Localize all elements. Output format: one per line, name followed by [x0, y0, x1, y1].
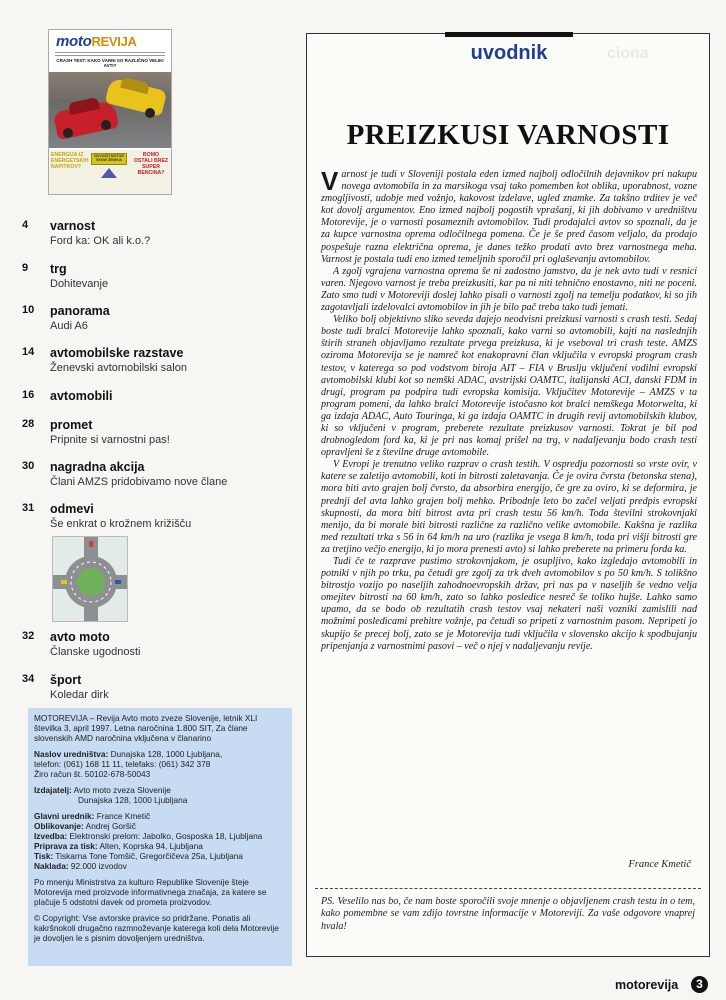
paragraph: Tudi če te razprave pustimo strokovnjakom, je osupljivo, kako izgledajo avtomobili in potniki v njih po trku, pa četudi gre zgolj za trk dveh avtomobilov s po 50 km/h. S tolikšno bitrostjo vozijo po naseljih zahodnoevropskih držav, pri nas pa v naseljih še vedno velja omejitev bitrosti na 60 km/h, zato so lahko posledice nesreč še toliko hujše. Lahko samo upamo, da se bodo ob rezultatih crash testov vsaj nekateri naši vozniki zamislili nad možnimi posledicami prehitre vožnje, pa četudi so pripeti z varnostnim pasom. Nepripeti jo skupijo še precej bolj, zato se je Motorevija tudi vključila v slovensko akcijo k spodbujanju pripenjanja z varnostnimi pasovi – več o njej v nadaljevanju revije. — [321, 556, 697, 652]
toc-subtitle: Članske ugodnosti — [50, 646, 141, 658]
imprint-design-label: Oblikovanje: — [34, 821, 84, 831]
imprint-address: Dunajska 128, 1000 Ljubljana, — [110, 749, 223, 759]
cover-mid — [87, 150, 131, 194]
paragraph: A zgolj vgrajena varnostna oprema še ni zadostno jamstvo, da je nek avto tudi v resnici varen. Njegovo varnost je treba preizkusiti, kar pa ni niti tehnično enostavno, niti ne poceni. Zato smo tudi v Motoreviji doslej lahko pisali o varnosti zgolj na temelju podatkov, ki so jih zagotavljali izdelovalci avtomobilov in jih je bilo pač treba tako tudi jemati. — [321, 265, 697, 314]
paragraph: Veliko bolj objektivno sliko seveda dajejo neodvisni preizkusi varnosti s crash testi. Sedaj boste tudi bralci Motorevije lahko spoznali, kako varni so avtomobili, kajti na naslednjih štirih straneh objavljamo rezultate prvega preizkusa, ki je vseboval tri crash teste. AMZS oziroma Motorevija se je namreč kot enakopravni član vključila v evropski program crash testov, v katerega so pod vodstvom biroja AIT – FIA v Bruslju vključeni vodilni evropski avtomobilski klubi kot so nemški ADAC, avstrijski OAMTC, italijanski ACI, danski FDM in drugi, program pa podpira tudi evropska komisija. Vključitev Motorevije – AMZS v ta program pomeni, da lahko bralci Motorevije istočasno kot bralci nemškega Motorwelta, ki ga izdaja ADAC, Auto Touringa, ki ga izdaja OAMTC in drugih revij avtomobilskih klubov, ki so vključeni v program, preberete rezultate preizkusov varnosti. Tokrat je bil pod drobnogledom ford ka, ki je pri nas komaj prišel na trg, v nadaljevanju bodo crash testi opravljeni še z številne druge avtomobile. — [321, 314, 697, 459]
imprint-output-label: Izvedba: — [34, 831, 68, 841]
footer-brand: motorevija — [615, 978, 679, 992]
magazine-cover — [48, 29, 172, 195]
imprint-print: Tiskarna Tone Tomšič, Gregorčičeva 25a, Ljubljana — [55, 851, 243, 861]
toc-title: trg — [50, 262, 67, 276]
imprint-phone: telefon: (061) 168 11 11, telefaks: (061) 342 378 — [34, 759, 211, 769]
cover-bottom-band — [49, 150, 171, 194]
postscript: PS. Veselilo nas bo, če nam boste sporočili svoje mnenje o objavljenem crash testu in o tem, kako pomembne se vam zdijo tovrstne informacije v Motoreviji. Za vaše odgovore vnaprej hvala! — [321, 896, 695, 932]
toc-item[interactable] — [22, 460, 282, 489]
cover-crash-photo — [49, 72, 171, 148]
paragraph — [321, 166, 697, 266]
toc-item[interactable] — [22, 673, 282, 702]
ps-divider — [315, 888, 701, 889]
toc-page-number: 34 — [22, 673, 35, 685]
toc-page-number: 10 — [22, 304, 35, 316]
imprint-editor: France Kmetič — [96, 811, 151, 821]
wheel-icon — [145, 108, 155, 118]
cover-logo-moto: moto — [56, 33, 92, 50]
toc-subtitle: Ford ka: OK ali k.o.? — [50, 235, 151, 247]
toc-page-number: 31 — [22, 502, 35, 514]
imprint-publisher-label: Izdajatelj: — [34, 785, 72, 795]
roundabout-icon — [53, 537, 128, 622]
imprint-staff-block — [34, 811, 286, 871]
imprint-publisher-block — [34, 785, 286, 805]
toc-title: odmevi — [50, 502, 94, 516]
ghost-text: ciona — [607, 45, 649, 62]
toc-title: promet — [50, 418, 93, 432]
paragraph: V Evropi je trenutno veliko razprav o crash testih. V ospredju pozornosti so vrste ovir, v katere se zaletijo avtomobili, koti in bitrosti zaletavanja. Če je ovira čvrsta (betonska stena), mora biti avto grajen bolj čvrsto, da absorbira energijo, če gre za oviro, ki se deformira, je prednji del avta lahko grajen bolj mehko. Pribodnje leto bo začel veljati predpis evropski skupnosti, da mora biti bitrost avta pri crash testu 56 km/h. Toda številni strokovnjaki menijo, da bi morale biti bitrosti različne za različno velike avtomobile. Kakšna je razlika med rezultati trka s 56 in 64 km/h na uro (razlika je vsega 8 km/h, toda pri višji bitrosti gre za tretjino večjo energijo, ki jo mora prenesti avto) si lahko preberete na primeru forda ka. — [321, 459, 697, 555]
toc-item[interactable] — [22, 389, 282, 404]
toc-page-number: 30 — [22, 460, 35, 472]
toc-item[interactable] — [22, 219, 282, 248]
toc-subtitle: Pripnite si varnostni pas! — [50, 434, 170, 446]
toc-subtitle: Koledar dirk — [50, 689, 109, 701]
toc-subtitle: Člani AMZS pridobivamo nove člane — [50, 476, 228, 488]
imprint-ministry: Po mnenju Ministrstva za kulturo Republike Slovenije šteje Motorevija med proizvode informativnega značaja, za katere se plačuje 5 odstotni davek od prometa proizvodov. — [34, 877, 267, 907]
toc-page-number: 32 — [22, 630, 35, 642]
toc-subtitle: Ženevski avtomobilski salon — [50, 362, 187, 374]
toc-title: nagradna akcija — [50, 460, 145, 474]
editorial-column — [306, 33, 710, 957]
imprint-print-label: Tisk: — [34, 851, 54, 861]
toc-title: panorama — [50, 304, 110, 318]
cover-headline: CRASH TEST: KAKO VARNI SO RAZLIČNO VELIKI AVTI? — [56, 58, 164, 68]
chevron-icon — [101, 168, 117, 178]
toc-title: šport — [50, 673, 82, 687]
toc-page-number: 14 — [22, 346, 35, 358]
cover-logo — [49, 30, 171, 52]
wheel-icon — [63, 128, 73, 138]
cover-left-teaser: ENERGIJA IZ ENERGETSKIH NAPITKOV? — [51, 152, 89, 170]
toc-item[interactable] — [22, 418, 282, 447]
editorial-headline: PREIZKUSI VARNOSTI — [346, 119, 670, 151]
cover-right-teaser: BOMO OSTALI BREZ SUPER BENCINA? — [133, 152, 169, 176]
toc-title: avtomobilske razstave — [50, 346, 184, 360]
toc-item[interactable] — [22, 262, 282, 291]
wheel-icon — [101, 120, 111, 130]
imprint-copies-label: Naklada: — [34, 861, 69, 871]
cover-badge: NOVOSTI MOTOR SHOW ŽENEVA — [91, 153, 127, 165]
imprint-intro: MOTOREVIJA – Revija Avto moto zveze Slovenije, letnik XLI številka 3, april 1997. Letna naročnina 1.800 SIT, Za člane slovenskih AMD naročnina vključena v članarino — [34, 713, 258, 743]
toc-page-number: 16 — [22, 389, 35, 401]
imprint-address-block — [34, 749, 286, 779]
toc-subtitle: Audi A6 — [50, 320, 88, 332]
toc-item[interactable] — [22, 304, 282, 333]
imprint-copies: 92.000 izvodov — [70, 861, 127, 871]
imprint-address-label: Naslov uredništva: — [34, 749, 109, 759]
section-label: uvodnik — [470, 42, 548, 64]
toc-title: varnost — [50, 219, 96, 233]
cover-logo-revija: REVIJA — [91, 34, 137, 49]
toc-item[interactable] — [22, 502, 282, 531]
paragraph-text: arnost je tudi v Sloveniji postala eden izmed najbolj odločilnih dejavnikov pri nakupu novega avtomobila in za marsikoga vsaj tako pomemben kot oblika, uporabnost, vozne zmogljivosti, udobje med vožnjo, kakovost izdelave, ugled znamke. Za takšno trditev je več kot dovolj argumentov. Eno izmed najbolj pogostih vprašanj, ki jih dobivamo v uredništvu Motorevije, je o varnosti posameznih avtomobilov. Tudi prodajalci avtov so spoznali, da je za kupce varnostna oprema odločilnega pomena. Če je še pred časom veljalo, da prodajo pospešuje razna električna oprema, je danes težko prodati avto brez varnostnega meha. Varnost je postala tudi eno izmed temeljnih sporočil pri oglaševanju avtomobilov. — [321, 169, 697, 265]
imprint-prepress-label: Priprava za tisk: — [34, 841, 98, 851]
editorial-body — [321, 166, 697, 653]
drop-cap: V — [321, 166, 339, 196]
imprint-copyright: © Copyright: Vse avtorske pravice so pridržane. Ponatis ali kakršnokoli drugačno razmnoževanje katerega koli dela Motorevije je dovoljen le s pisnim dovoljenjem uredništva. — [34, 913, 279, 943]
imprint-box — [28, 708, 292, 966]
toc-page-number: 9 — [22, 262, 29, 274]
imprint-design: Andrej Goršič — [85, 821, 136, 831]
toc-title: avtomobili — [50, 389, 113, 403]
toc-page-number: 28 — [22, 418, 35, 430]
imprint-publisher-address: Dunajska 128, 1000 Ljubljana — [78, 795, 188, 805]
toc-title: avto moto — [50, 630, 110, 644]
imprint-account: Žiro račun št. 50102-678-50043 — [34, 769, 151, 779]
toc-subtitle: Dohitevanje — [50, 278, 109, 290]
section-tab-bar — [445, 32, 573, 37]
toc-page-number: 4 — [22, 219, 29, 231]
toc-item[interactable] — [22, 346, 282, 375]
toc-subtitle: Še enkrat o krožnem križišču — [50, 518, 192, 530]
imprint-output: Elektronski prelom: Jabolko, Gosposka 18, Ljubljana — [69, 831, 263, 841]
toc-item[interactable] — [22, 630, 282, 659]
roundabout-illustration — [52, 536, 128, 622]
imprint-editor-label: Glavni urednik: — [34, 811, 95, 821]
page-number: 3 — [691, 976, 708, 993]
imprint-prepress: Alten, Koprska 94, Ljubljana — [99, 841, 203, 851]
imprint-publisher: Avto moto zveza Slovenije — [73, 785, 171, 795]
author-signature: France Kmetič — [628, 859, 691, 870]
